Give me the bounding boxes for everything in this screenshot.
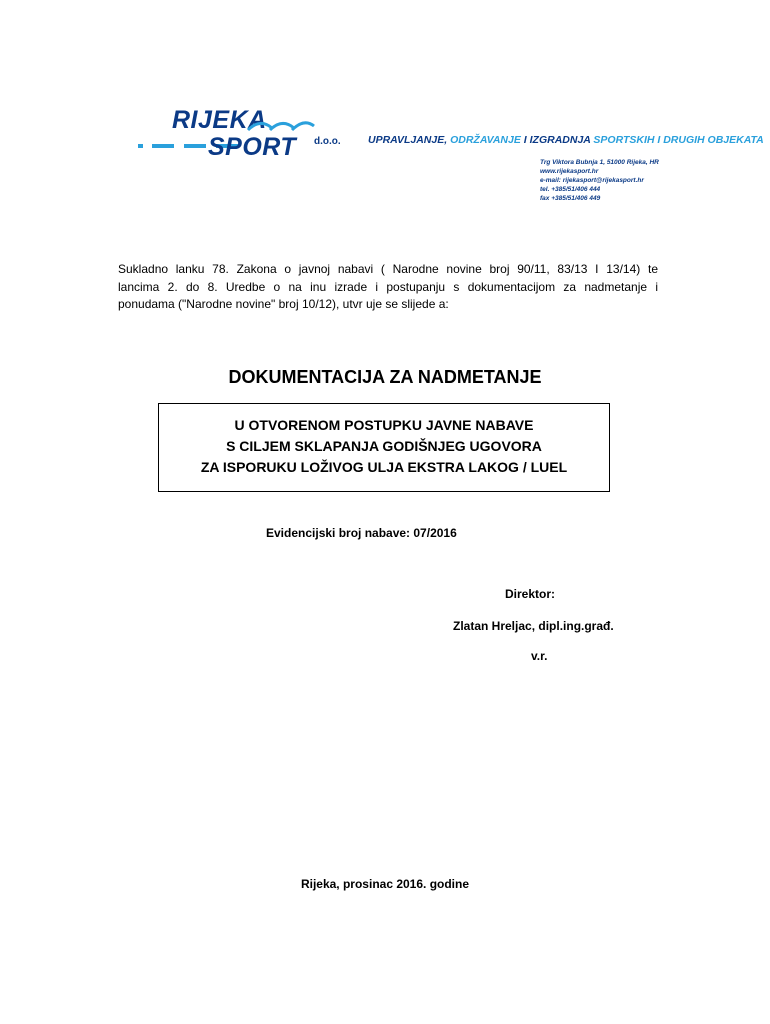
contact-phone: tel. +385/51/406 444 [540,186,601,193]
evidence-number: Evidencijski broj nabave: 07/2016 [266,526,457,540]
logo-suffix: d.o.o. [314,136,341,147]
contact-fax: fax +385/51/406 449 [540,195,601,202]
tagline-part1: UPRAVLJANJE, [368,134,451,146]
director-label: Direktor: [505,587,556,601]
contact-block [540,158,659,203]
contact-address: Trg Viktora Bubnja 1, 51000 Rijeka, HR [540,159,659,166]
intro-paragraph [118,261,658,314]
tagline-part4: SPORTSKIH I DRUGIH OBJEKATA [593,134,764,146]
subject-line-3: ZA ISPORUKU LOŽIVOG ULJA EKSTRA LAKOG / LUEL [200,459,568,475]
tagline-part3: I IZGRADNJA [523,134,594,146]
intro-line-1: Sukladno lanku 78. Zakona o javnoj nabavi ( Narodne novine broj 90/11, 83/13 I 13/14) te [118,262,658,276]
subject-line-1: U OTVORENOM POSTUPKU JAVNE NABAVE [234,417,534,433]
document-title: DOKUMENTACIJA ZA NADMETANJE [228,367,542,387]
place-date: Rijeka, prosinac 2016. godine [300,877,470,891]
signature-vr: v.r. [531,649,548,663]
subject-line-2: S CILJEM SKLAPANJA GODIŠNJEG UGOVORA [226,438,542,454]
subject-box [158,403,610,492]
company-tagline [368,134,764,146]
contact-website: www.rijekasport.hr [540,168,599,175]
intro-line-3: ponudama ("Narodne novine" broj 10/12), utvr uje se slijede a: [118,297,449,311]
logo-word-sport: SPORT [208,133,297,161]
rijeka-sport-logo [138,108,368,166]
logo-word-rijeka: RIJEKA [172,106,267,134]
director-name: Zlatan Hreljac, dipl.ing.građ. [453,619,614,633]
tagline-part2: ODRŽAVANJE [450,134,524,146]
intro-line-2: lancima 2. do 8. Uredbe o na inu izrade i postupanju s dokumentacijom za nadmetanje i [118,279,658,294]
contact-email: e-mail: rijekasport@rijekasport.hr [540,177,644,184]
